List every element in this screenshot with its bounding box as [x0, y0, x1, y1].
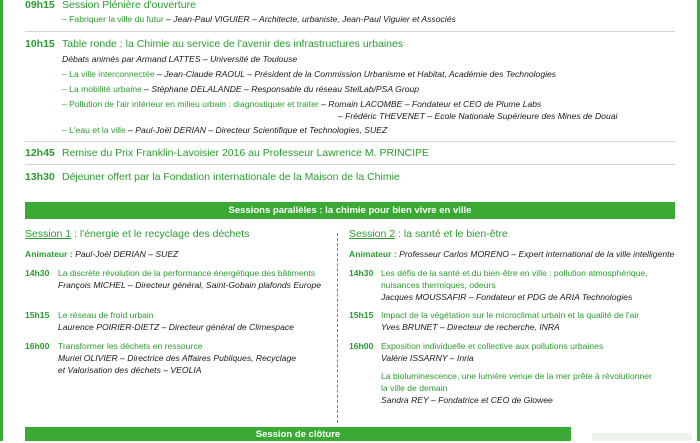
divider: [25, 164, 675, 165]
talk-time: 16h00: [25, 341, 50, 351]
session-title-roundtable: Table ronde : la Chimie au service de l'avenir des infrastructures urbaines: [62, 38, 404, 50]
talk-speaker: Valérie ISSARNY – Inria: [381, 353, 474, 363]
session-2-animator: [349, 249, 674, 259]
talk-speaker: – Stéphane DELALANDE – Responsable du réseau StelLab/PSA Group: [141, 84, 420, 94]
talk-time: 15h15: [349, 310, 374, 320]
talk-line: [62, 84, 419, 94]
session-title-lunch: Déjeuner offert par la Fondation internationale de la Maison de la Chimie: [62, 171, 400, 183]
talk-title: Transformer les déchets en ressource: [58, 341, 203, 351]
animator-label: Animateur :: [25, 249, 73, 259]
talk-speaker: – Paul-Joël DERIAN – Directeur Scientifique et Technologies, SUEZ: [125, 125, 388, 135]
session-2-theme: : la santé et le bien-être: [395, 228, 508, 240]
left-frame-border: [0, 0, 3, 441]
talk-label: – La mobilité urbaine: [62, 84, 142, 94]
talk-speaker: – Romain LACOMBE – Fondateur et CEO de Plume Labs: [318, 99, 542, 109]
talk-time: 16h00: [349, 341, 374, 351]
talk-label: – La ville interconnectée: [62, 69, 155, 79]
talk-line: [62, 69, 556, 79]
talk-speaker: – Jean-Paul VIGUIER – Architecte, urbaniste, Jean-Paul Viguier et Associés: [163, 14, 456, 24]
animator-value: Paul-Joël DERIAN – SUEZ: [72, 249, 179, 259]
talk-time: 14h30: [25, 268, 50, 278]
column-divider: [337, 233, 338, 423]
talk-title-continued: nuisances thermiques, odeurs: [381, 280, 496, 290]
talk-title: La bioluminescence, une lumière venue de la mer prête à révolutionner: [381, 371, 652, 381]
session-title-opening: Session Plénière d'ouverture: [62, 0, 196, 11]
talk-speaker: – Jean-Claude RAOUL – Président de la Commission Urbanisme et Habitat, Académie des Technologies: [154, 69, 557, 79]
talk-title: Le réseau de froid urbain: [58, 310, 154, 320]
session-2-name: Session 2: [349, 228, 396, 240]
talk-speaker: Sandra REY – Fondatrice et CEO de Glowee: [381, 395, 553, 405]
talk-speaker: Muriel OLIVIER – Directrice des Affaires Publiques, Recyclage: [58, 353, 297, 363]
time-0915: 09h15: [25, 0, 55, 11]
talk-time: 14h30: [349, 268, 374, 278]
session-1-animator: [25, 249, 178, 259]
divider: [25, 141, 675, 142]
talk-time: 15h15: [25, 310, 50, 320]
corner-panel: [592, 433, 692, 441]
talk-title: La discrète révolution de la performance énergétique des bâtiments: [58, 268, 316, 278]
talk-title: Exposition individuelle et collective aux pollutions urbaines: [381, 341, 604, 351]
talk-line: [338, 111, 617, 121]
talk-line: [62, 14, 456, 24]
talk-title-continued: la ville de demain: [381, 383, 448, 393]
talk-label: – Pollution de l'air intérieur en milieu urbain : diagnostiquer et traiter: [62, 99, 319, 109]
divider: [25, 31, 675, 32]
talk-label: – Fabriquer la ville du futur: [62, 14, 164, 24]
talk-speaker: Laurence POIRIER-DIETZ – Directeur général de Climespace: [58, 322, 294, 332]
animator-label: Animateur :: [349, 249, 397, 259]
talk-speaker: – Frédéric THEVENET – Ecole Nationale Supérieure des Mines de Douai: [338, 111, 618, 121]
time-1330: 13h30: [25, 171, 55, 183]
parallel-sessions-banner: Sessions parallèles : la chimie pour bien vivre en ville: [25, 202, 675, 219]
talk-speaker: Jacques MOUSSAFIR – Fondateur et PDG de ARIA Technologies: [381, 292, 633, 302]
time-1015: 10h15: [25, 38, 55, 50]
animator-value: Professeur Carlos MORENO – Expert international de la ville intelligente: [396, 249, 675, 259]
talk-label: – L'eau et la ville: [62, 125, 126, 135]
session-1-theme: : l'énergie et le recyclage des déchets: [71, 228, 250, 240]
talk-line: [62, 99, 541, 109]
closing-session-banner: Session de clôture: [25, 427, 571, 441]
session-1-name: Session 1: [25, 228, 72, 240]
moderator-line: Débats animés par Armand LATTES – Université de Toulouse: [62, 54, 298, 64]
talk-title: Les défis de la santé et du bien-être en ville : pollution atmosphérique,: [381, 268, 648, 278]
session-title-prize: Remise du Prix Franklin-Lavoisier 2016 au Professeur Lawrence M. PRINCIPE: [62, 147, 430, 159]
talk-speaker-continued: et Valorisation des déchets – VEOLIA: [58, 365, 202, 375]
session-1-heading: [25, 228, 249, 240]
talk-speaker: François MICHEL – Directeur général, Saint-Gobain plafonds Europe: [58, 280, 322, 290]
session-2-heading: [349, 228, 508, 240]
talk-speaker: Yves BRUNET – Directeur de recherche, INRA: [381, 322, 560, 332]
time-1245: 12h45: [25, 147, 55, 159]
talk-title: Impact de la végétation sur le microclimat urbain et la qualité de l'air: [381, 310, 640, 320]
talk-line: [62, 125, 387, 135]
